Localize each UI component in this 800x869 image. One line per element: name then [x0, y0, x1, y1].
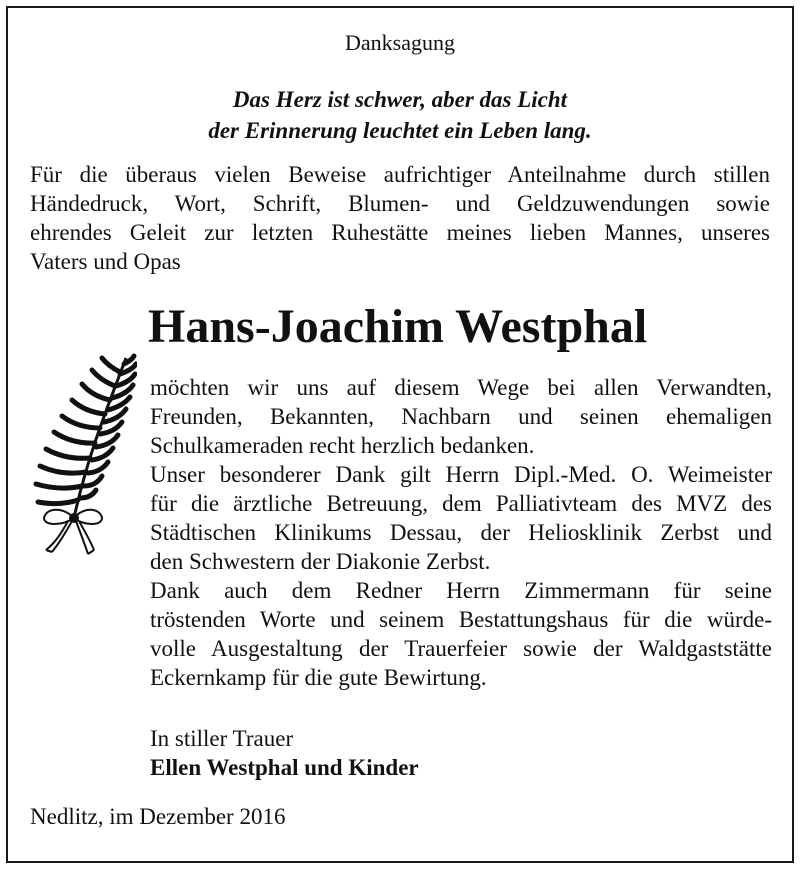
place-date: Nedlitz, im Dezember 2016: [30, 804, 286, 829]
body-line: möchten wir uns auf diesem Wege bei allen Verwandten,: [150, 375, 772, 400]
motto-line: der Erinnerung leuchtet ein Leben lang.: [208, 118, 592, 143]
body-line: den Schwestern der Diakonie Zerbst.: [150, 549, 491, 574]
body-line: Unser besonderer Dank gilt Herrn Dipl.-Med. O. Weimeister: [150, 462, 772, 487]
motto: [0, 84, 800, 146]
body-line: Dank auch dem Redner Herrn Zimmermann für seine: [150, 578, 772, 603]
body-line: tröstenden Worte und seinem Bestattungshaus für die würde-: [150, 607, 772, 632]
intro-line: Für die überaus vielen Beweise aufrichtiger Anteilnahme durch stillen: [30, 162, 770, 187]
body-line: Freunden, Bekannten, Nachbarn und seinen ehemaligen: [150, 404, 772, 429]
body-line: volle Ausgestaltung der Trauerfeier sowie der Waldgaststätte: [150, 636, 772, 661]
signers: Ellen Westphal und Kinder: [150, 755, 419, 780]
body-line: Schulkameraden recht herzlich bedanken.: [150, 433, 535, 458]
motto-line: Das Herz ist schwer, aber das Licht: [232, 87, 568, 112]
closing-phrase: In stiller Trauer: [150, 726, 294, 751]
body-line: Eckernkamp für die gute Bewirtung.: [150, 665, 487, 690]
intro-line: Händedruck, Wort, Schrift, Blumen- und Geldzuwendungen sowie: [30, 191, 770, 216]
thanks-paragraph: [150, 373, 772, 692]
body-line: Städtischen Klinikums Dessau, der Heliosklinik Zerbst und: [150, 520, 772, 545]
notice-heading: Danksagung: [345, 30, 455, 55]
palm-branch-with-bow-icon: [22, 350, 137, 560]
deceased-name: Hans-Joachim Westphal: [148, 300, 648, 353]
intro-line: ehrendes Geleit zur letzten Ruhestätte meines lieben Mannes, unseres: [30, 220, 770, 245]
intro-paragraph: [30, 160, 770, 276]
intro-line: Vaters und Opas: [30, 249, 181, 274]
closing-block: [150, 724, 419, 782]
body-line: für die ärztliche Betreuung, dem Palliativteam des MVZ des: [150, 491, 772, 516]
